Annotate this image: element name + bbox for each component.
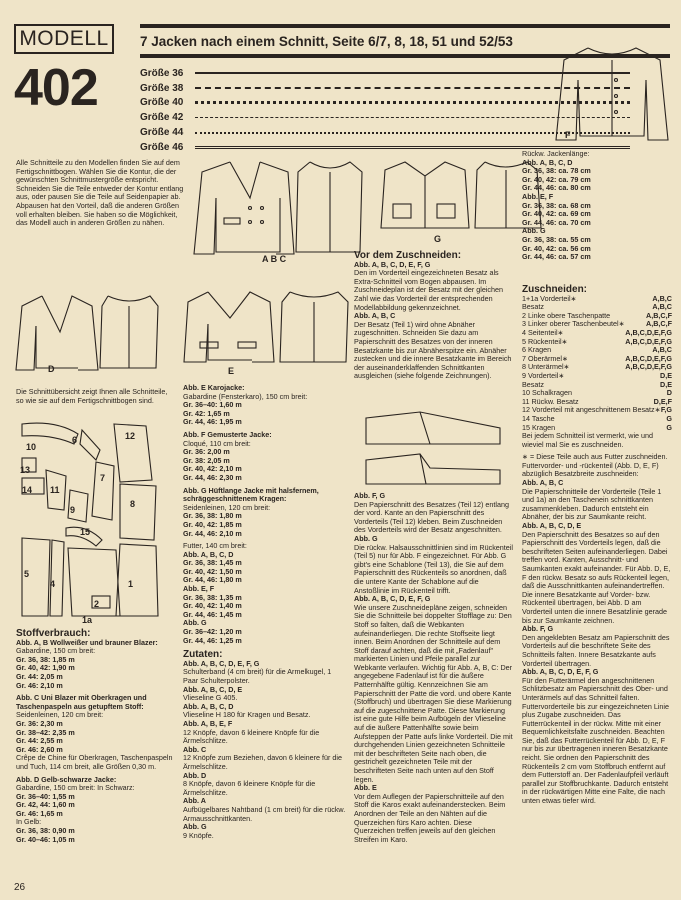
pattern-number: 14 (22, 485, 33, 495)
overview-note: Die Schnittübersicht zeigt Ihnen alle Schnitteile, so wie sie auf dem Fertigschnittbogen sind. (16, 387, 168, 405)
figure-label-e: E (228, 366, 235, 376)
cut-row: 2 Linke obere Taschenpatte A,B,C,F (522, 310, 672, 320)
pattern-number: 10 (26, 442, 37, 452)
cut-row: 4 Seitenteil∗ A,B,C,D,E,F,G (522, 327, 672, 337)
cut-row: 9 Vorderteil∗ D,E (522, 370, 672, 380)
cut-row: Besatz A,B,C (522, 302, 672, 312)
figure-label-d: D (48, 364, 55, 374)
size-row: Größe 40 (140, 96, 630, 111)
size-row: Größe 44 (140, 125, 630, 140)
size-row: Größe 36 (140, 66, 630, 81)
pattern-number: 1a (82, 615, 93, 625)
cut-row: 11 Rückw. Besatz D,E,F (522, 396, 672, 406)
size-row: Größe 46 (140, 140, 630, 155)
figure-label-f: F (565, 130, 571, 140)
cut-row: 10 Schalkragen D (522, 388, 672, 398)
cut-row: 7 Oberärmel∗ A,B,C,D,E,F,G (522, 353, 672, 363)
pattern-number: 7 (100, 473, 106, 483)
cut-row: 14 Tasche G (522, 413, 672, 423)
column-before-cutting-continued: Abb. F, G Den Papierschnitt des Besatzes (Teil 12) entlang der vord. Kante an den Papierschnitt des Vorderteils (Teil 12) kleben. Beim Zuschneiden des Vorderteils wird der Besatz angeschnitten. Abb. G Die rückw. Halsausschnittlinien sind im Rückenteil (Teil 5) nur für Abb. F eingezeichnet. Für Abb. G gibt's eine Schablone (Teil 13), die Sie auf dem Papierschnitt des Rückenteils so anordnen, daß die untere Kante der Schablone auf die Anstoßlinie im Rückenteil trifft. Abb. A, B, C, D, E, F, G Wie unsere Zuschneidepläne zeigen, schneiden Sie die Schnitteile bei doppelter Stofflage zu: Den Stoff so falten, daß die Webkanten aufeinanderliegen. Die rechte Stoffseite liegt innen. Beim Anordnen der Schnitteile auf dem Stoff darauf achten, daß die mit „Fadenlauf" markierten Linien und Pfeile parallel zur Webkante verlaufen. Wichtig für Abb. A, B, C: Der angegebene Fadenlauf ist für die äußere Patternhälfte gültig. Kennzeichnen Sie am Papierschnitt der Patte die vord. und obere Kante (Stoffbruch) und übertragen Sie diese Markierung auf die zugeschnittene Patte. Diese Markierung ist eine gute Hilfe beim Aufbügeln der Vlieseline auf die äußere Pattenhälfte sowie beim Aufsteppen der Patte aufs linke Vorderteil. Die mit durchgehenden Linien gezeichneten Schnitteile mit der beschrifteten Seite nach oben, die gestrichelt gezeichneten Teile mit der beschrifteten Seite nach unten auf den Stoff legen. Abb. E Vor dem Auflegen der Papierschnitteile auf den Stoff die Karos exakt aufeinanderstecken. Beim Anordnen der Teile an den Nähten auf die Querzeichen fürs Karo achten. Diese Querzeichen treffen jeweils auf den gleichen Streifen im Karo. (354, 491, 513, 844)
column-before-cutting: Vor dem Zuschneiden: Abb. A, B, C, D, E, F, G Den im Vorderteil eingezeichneten Besatz als Extra-Schnitteil vom Bogen abpausen. Im Zuschneideplan ist der Besatz mit der gleichen Zahl wie das Vorderteil der entsprechenden Modellabbildung gekennzeichnet. Abb. A, B, C Der Besatz (Teil 1) wird ohne Abnäher zugeschnitten. Schneiden Sie dazu am Papierschnitt des Besatzes von der inneren Besatzkante bis zur Abnäherspitze ein. Abnäher zustecken und die innere Besatzkante im Bereich der auseinanderklaffenden Schnittkanten ausgleichen (siehe folgende Zeichnungen). (354, 250, 512, 381)
cut-row: 6 Kragen A,B,C (522, 345, 672, 355)
pattern-overview-diagram (16, 420, 176, 628)
figure-label-g: G (434, 234, 442, 244)
intro-text: Alle Schnitteile zu den Modellen finden Sie auf dem Fertigschnittbogen. Wählen Sie die Kontur, die der gewünschten Schnittmustergröße entspricht. Schneiden Sie die Teile entweder der Kontur entlang aus, oder pausen Sie die Teile auf Seidenpapier ab. Abpausen hat den Vorteil, daß die anderen Größen voll erhalten bleiben. Sie haben so die Möglichkeit, das Modell auch in anderen Größen zu nähen. (16, 158, 184, 228)
pattern-number: 6 (72, 435, 78, 445)
page-title: 7 Jacken nach einem Schnitt, Seite 6/7, 8, 18, 51 und 52/53 (140, 34, 513, 49)
figure-label-abc: A B C (262, 254, 287, 264)
size-row: Größe 42 (140, 110, 630, 125)
cut-row: 15 Kragen G (522, 422, 672, 432)
model-number: 402 (14, 59, 98, 117)
pattern-number: 11 (50, 485, 60, 495)
header-rule-top (140, 24, 670, 28)
facing-adjustment-diagram (360, 408, 510, 488)
jacket-abc-illustration (190, 158, 370, 258)
pattern-number: 4 (50, 579, 56, 589)
pattern-number: 15 (80, 527, 91, 537)
jacket-d-illustration (12, 292, 162, 374)
page-number: 26 (14, 882, 26, 893)
column-cutting: Zuschneiden: 1+1a Vorderteil∗ A,B,C Besatz A,B,C 2 Linke obere Taschenpatte A,B,C,F 3 Linker oberer Taschenbeutel∗ A,B,C,F 4 Seitenteil∗ A,B,C,D,E,F,G 5 Rückenteil∗ A,B,C,D,E,F,G 6 Kragen A,B,C 7 Oberärmel∗ A,B,C,D,E,F,G 8 Unterärmel∗ A,B,C,D,E,F,G 9 Vorderteil∗ D,E Besatz D,E 10 Schalkragen D 11 Rückw. Besatz D,E,F 12 Vorderteil mit angeschnittenem Besatz∗ F,G 14 Tasche G 15 Kragen G Bei jedem Schnitteil ist vermerkt, wie und wieviel mal Sie es zuschneiden. ∗ = Diese Teile auch aus Futter zuschneiden. Futtervorder- und -rückenteil (Abb. D, E, F) abzüglich Besatzbreite zuschneiden: Abb. A, B, C Die Papierschnitteile der Vorderteile (Teile 1 und 1a) an den Taschenein schnittkanten zusammenkleben. Dadurch entsteht ein Abnäher, der bis zur Saumkante reicht. Abb. A, B, C, D, E Den Papierschnitt des Besatzes so auf den Papierschnitt des Vorderteils legen, daß die beschrifteten Seiten aufeinanderliegen. Dabei treffen vord. Kanten, Ausschnitt- und Saumkanten exakt aufeinander. Für Abb. D, E, F den rückw. Besatz so aufs Rückenteil legen, daß die Ausschnittkanten aufeinandertreffen. Die innere Besatzkante auf Vorder- bzw. Rückenteil übertragen, bei Abb. D am Vorderteil unten die innere Besatzlinie gerade bis zur Saumkante zeichnen. Abb. F, G Den angeklebten Besatz am Papierschnitt des Vorderteils auf die beschriftete Seite des Schnitteils falten. Innere Besatzkante aufs Vorderteil übertragen. Abb. A, B, C, D, E, F, G Für den Futterärmel den angeschnittenen Schlitzbesatz am Papierschnitt des Ober- und Unterärmels auf das Schnitteil falten. Futtervorderteile bis zur eingezeichneten Linie plus Zugabe zuschneiden. Das Futterrückenteil in der rückw. Mitte mit einer Bequemlichkeitsfalte zuschneiden. Beachten Sie, daß das Futterrückenteil für Abb. D, E, F nur bis zur übertragenen inneren Besatzkante reicht. Sie ordnen den Papierschnitt des Rückenteils 2 cm vom Stoffbruch entfernt auf dem Futterstoff an. Der Fadenlaufpfeil verläuft parallel zur Stoffbruchkante. Dadurch entsteht in der rückwärtigen Mitte eine Falte, die nach unten etwas tiefer wird. (522, 284, 672, 806)
pattern-number: 8 (130, 499, 136, 509)
pattern-number: 13 (20, 465, 31, 475)
cut-row: Besatz D,E (522, 379, 672, 389)
cut-row: 12 Vorderteil mit angeschnittenem Besatz∗ F,G (522, 405, 672, 415)
pattern-number: 1 (128, 579, 134, 589)
modell-label: MODELL (14, 24, 114, 54)
cut-row: 1+1a Vorderteil∗ A,B,C (522, 293, 672, 303)
jacket-g-illustration (365, 156, 545, 234)
pattern-number: 12 (125, 431, 136, 441)
column-lengths: Rückw. Jackenlänge: Abb. A, B, C, D Gr. 36, 38: ca. 78 cm Gr. 40, 42: ca. 79 cm Gr. 44, 46: ca. 80 cm Abb. E, F Gr. 36, 38: ca. 68 cm Gr. 40, 42: ca. 69 cm Gr. 44, 46: ca. 70 cm Abb. G Gr. 36, 38: ca. 55 cm Gr. 40, 42: ca. 56 cm Gr. 44, 46: ca. 57 cm (522, 149, 591, 262)
size-row: Größe 38 (140, 81, 630, 96)
cut-row: 5 Rückenteil∗ A,B,C,D,E,F,G (522, 336, 672, 346)
pattern-number: 2 (94, 599, 100, 609)
pattern-number: 9 (70, 505, 76, 515)
pattern-number: 5 (24, 569, 30, 579)
cut-row: 8 Unterärmel∗ A,B,C,D,E,F,G (522, 362, 672, 372)
fabric-consumption: Stoffverbrauch: Abb. A, B Wollweißer und brauner Blazer: Gabardine, 150 cm breit: Gr. 36, 38: 1,85 m Gr. 40, 42: 1,90 m Gr. 44: 2,05 m Gr. 46: 2,10 m Abb. C Uni Blazer mit Oberkragen und Taschenpaspeln aus getupftem Stoff: Seidenleinen, 120 cm breit: Gr. 36: 2,30 m Gr. 38–42: 2,35 m Gr. 44: 2,55 m Gr. 46: 2,60 m Crêpe de Chine für Oberkragen, Taschenpaspeln und Tuch, 114 cm breit, alle Größen 0,30 m. Abb. D Gelb-schwarze Jacke: Gabardine, 150 cm breit: In Schwarz: Gr. 36–40: 1,55 m Gr. 42, 44: 1,60 m Gr. 46: 1,65 m In Gelb: Gr. 36, 38: 0,90 m Gr. 40–46: 1,05 m (16, 628, 173, 844)
column-fabric-accessories: Abb. E Karojacke: Gabardine (Fensterkaro), 150 cm breit: Gr. 36–40: 1,60 m Gr. 42: 1,65 m Gr. 44, 46: 1,95 m Abb. F Gemusterte Jacke: Cloqué, 110 cm breit: Gr. 36: 2,00 m Gr. 38: 2,05 m Gr. 40, 42: 2,10 m Gr. 44, 46: 2,30 m Abb. G Hüftlange Jacke mit halsfernem, schräggeschnittenem Kragen: Seidenleinen, 120 cm breit: Gr. 36, 38: 1,80 m Gr. 40, 42: 1,85 m Gr. 44, 46: 2,10 m Futter, 140 cm breit: Abb. A, B, C, D Gr. 36, 38: 1,45 m Gr. 40, 42: 1,50 m Gr. 44, 46: 1,80 m Abb. E, F Gr. 36, 38: 1,35 m Gr. 40, 42: 1,40 m Gr. 44, 46: 1,45 m Abb. G Gr. 36–42: 1,20 m Gr. 44, 46: 1,25 m Zutaten: Abb. A, B, C, D, E, F, G Schulterband (4 cm breit) für die Armelkugel, 1 Paar Schulterpolster. Abb. A, B, C, D, E Vlieseline G 405. Abb. A, B, C, D Vlieseline H 180 für Kragen und Besatz. Abb. A, B, E, F 12 Knöpfe, davon 6 kleinere Knöpfe für die Ärmelschlitze. Abb. C 12 Knöpfe zum Beziehen, davon 6 kleinere für die Ärmelschlitze. Abb. D 8 Knöpfe, davon 6 kleinere Knöpfe für die Ärmelschlitze. Abb. A Aufbügelbares Nahtband (1 cm breit) für die rückw. Armausschnittkanten. Abb. G 9 Knöpfe. (183, 383, 346, 840)
jacket-e-illustration (178, 288, 356, 368)
cut-row: 3 Linker oberer Taschenbeutel∗ A,B,C,F (522, 319, 672, 329)
